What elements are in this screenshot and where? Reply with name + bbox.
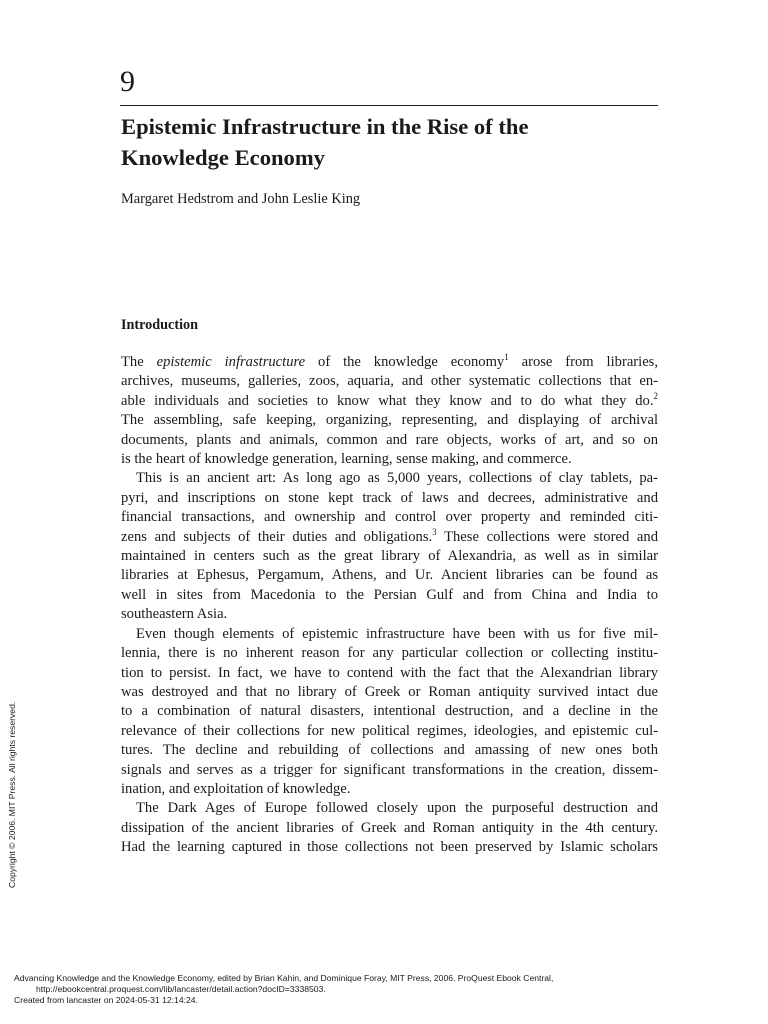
chapter-rule — [120, 105, 658, 106]
footer-citation: Advancing Knowledge and the Knowledge Economy, edited by Brian Kahin, and Dominique Foray, MIT Press, 2006. ProQuest Ebook Central, — [14, 973, 554, 983]
paragraph-line — [121, 353, 658, 372]
footnote-marker: 3 — [432, 526, 437, 537]
paragraph-line: Even though elements of epistemic infrastructure have been with us for five mil- — [136, 625, 658, 642]
italic-term: epistemic infrastructure — [156, 354, 306, 370]
paragraph-line: was destroyed and that no library of Greek or Roman antiquity survived intact due — [121, 683, 658, 700]
paragraph-line: to a combination of natural disasters, intentional destruction, and a decline in the — [121, 703, 658, 720]
chapter-authors: Margaret Hedstrom and John Leslie King — [121, 191, 361, 207]
paragraph-line: signals and serves as a trigger for significant transformations in the creation, dissem- — [121, 761, 658, 778]
text-run: The — [121, 354, 157, 370]
paragraph-line: relevance of their collections for new political regimes, ideologies, and epistemic cul- — [121, 722, 658, 739]
paragraph-line: financial transactions, and ownership and control over property and reminded citi- — [121, 509, 658, 526]
chapter-number: 9 — [120, 65, 135, 98]
body-text — [121, 353, 658, 858]
text-run: of the knowledge economy — [305, 354, 505, 370]
paragraph-line — [121, 392, 658, 411]
paragraph-line: archives, museums, galleries, zoos, aquaria, and other systematic collections that en- — [121, 373, 658, 390]
paragraph-line: pyri, and inscriptions on stone kept track of laws and decrees, administrative and — [121, 489, 658, 506]
paragraph-line: tion to persist. In fact, we have to contend with the fact that the Alexandrian library — [121, 664, 658, 681]
section-heading: Introduction — [121, 317, 198, 333]
source-footer — [14, 973, 553, 1006]
paragraph-line: tures. The decline and rebuilding of collections and amassing of new ones both — [121, 742, 658, 759]
paragraph-line: documents, plants and animals, common and rare objects, works of art, and so on — [121, 431, 658, 448]
footnote-marker: 2 — [653, 390, 658, 401]
paragraph-line: ination, and exploitation of knowledge. — [121, 780, 351, 797]
text-run: zens and subjects of their duties and obligations. — [121, 528, 433, 545]
text-run: able individuals and societies to know what they know and to do what they do. — [121, 392, 654, 409]
paragraph-line: Had the learning captured in those collections not been preserved by Islamic scholars — [121, 839, 658, 856]
text-run: arose from libraries, — [508, 354, 659, 370]
footer-created: Created from lancaster on 2024-05-31 12:14:24. — [14, 995, 198, 1005]
paragraph-line: dissipation of the ancient libraries of Greek and Roman antiquity in the 4th century. — [121, 819, 658, 836]
paragraph-line: is the heart of knowledge generation, learning, sense making, and commerce. — [121, 451, 572, 468]
chapter-title-line: Knowledge Economy — [121, 145, 325, 170]
chapter-title-line: Epistemic Infrastructure in the Rise of the — [121, 114, 529, 139]
paragraph-line: The assembling, safe keeping, organizing, representing, and displaying of archival — [121, 412, 658, 429]
paragraph-line: The Dark Ages of Europe followed closely upon the purposeful destruction and — [136, 800, 658, 817]
paragraph-line: lennia, there is no inherent reason for any particular collection or collecting institu- — [121, 645, 658, 662]
footnote-marker: 1 — [504, 352, 509, 362]
copyright-notice: Copyright © 2006. MIT Press. All rights reserved. — [7, 701, 17, 888]
paragraph-line: southeastern Asia. — [121, 606, 228, 623]
paragraph-line: This is an ancient art: As long ago as 5,000 years, collections of clay tablets, pa- — [136, 470, 658, 487]
paragraph-line: maintained in centers such as the great library of Alexandria, as well as in similar — [121, 548, 658, 565]
paragraph-line: libraries at Ephesus, Pergamum, Athens, and Ur. Ancient libraries can be found as — [121, 567, 658, 584]
text-run: These collections were stored and — [436, 528, 658, 545]
paragraph-line: well in sites from Macedonia to the Persian Gulf and from China and India to — [121, 586, 658, 603]
footer-url: http://ebookcentral.proquest.com/lib/lancaster/detail.action?docID=3338503. — [36, 984, 326, 994]
paragraph-line — [121, 528, 658, 547]
chapter-title — [121, 111, 661, 173]
